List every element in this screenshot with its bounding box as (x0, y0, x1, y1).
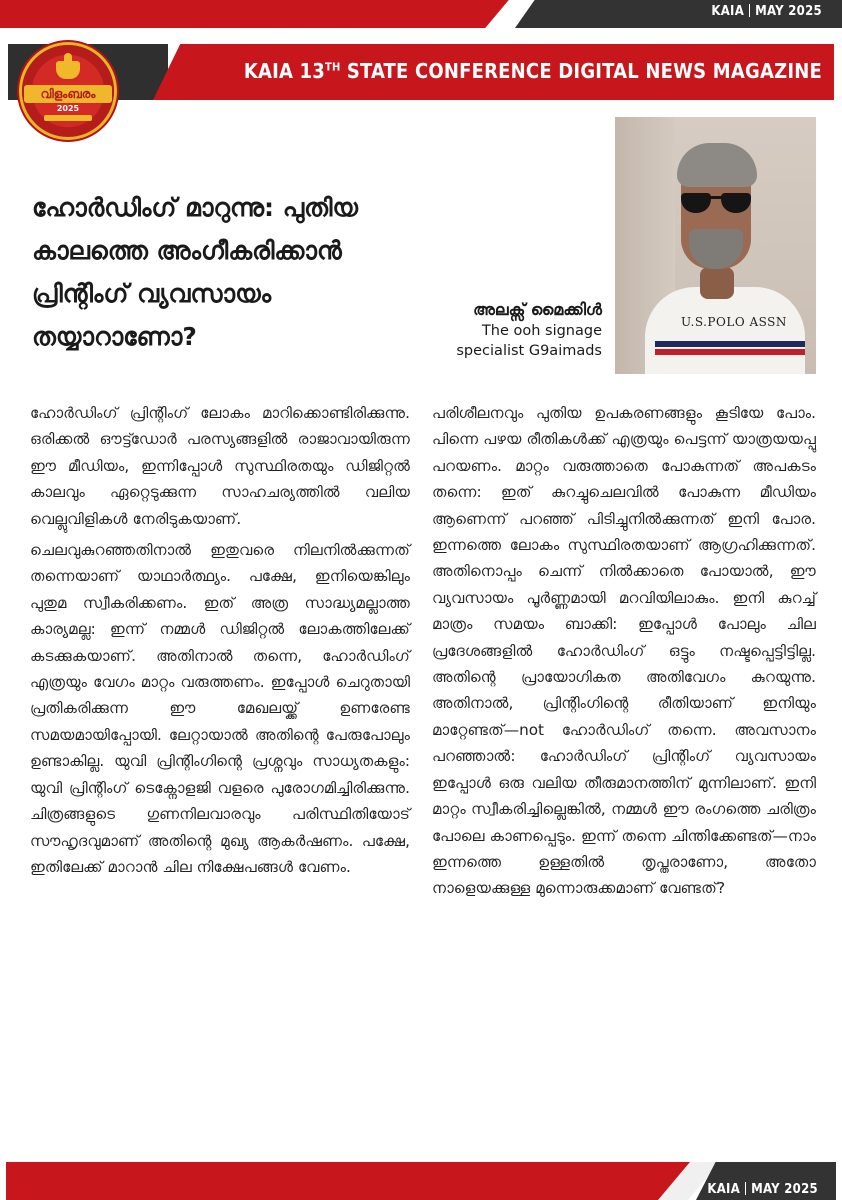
author-photo (615, 117, 816, 374)
article-column-right (432, 400, 816, 907)
title-rest: STATE CONFERENCE DIGITAL NEWS MAGAZINE (340, 59, 822, 83)
footer-red-band (6, 1162, 706, 1200)
author-role-line-1: The ooh signage (481, 323, 602, 339)
article-headline: ഹോർഡിംഗ് മാറുന്നു: പുതിയ കാലത്തെ അംഗീകരിക്കാൻ പ്രിന്റിംഗ് വ്യവസായം തയ്യാറാണോ? (32, 193, 358, 351)
issue-date: MAY 2025 (755, 4, 822, 19)
shirt-brand-text: U.S.POLO ASSN (681, 315, 787, 329)
article-column-left (30, 400, 410, 885)
top-issue-label (711, 4, 822, 19)
author-name: അലക്സ് മൈക്കിൾ (473, 300, 602, 319)
magazine-title (244, 59, 822, 83)
shirt-red-stripe (655, 349, 805, 355)
title-main: KAIA 13 (243, 59, 325, 83)
top-banner-strip (0, 0, 842, 28)
sunglasses-bridge (709, 196, 723, 199)
shirt-blue-stripe (655, 341, 805, 347)
footer-issue-separator (745, 1182, 746, 1195)
vilambaram-logo (22, 45, 114, 137)
footer-issue-org: KAIA (707, 1182, 741, 1197)
lamp-emblem-icon (56, 61, 80, 79)
footer-issue-label (707, 1182, 818, 1197)
article-paragraph: ചെലവുകുറഞ്ഞതിനാൽ ഇതുവരെ നിലനിൽക്കുന്നത് തന്നെയാണ് യാഥാർത്ഥ്യം. പക്ഷേ, ഇനിയെങ്കിലും പുതുമ സ്വീകരിക്കണം. ഇത് അത്ര സാദ്ധ്യമല്ലാത്ത കാര്യമല്ല: ഇന്ന് നമ്മൾ ഡിജിറ്റൽ ലോകത്തിലേക്ക് കടക്കുകയാണ്. അതിനാൽ തന്നെ, ഹോർഡിംഗ് എത്രയും വേഗം മാറ്റം വരുത്തണം. ഇപ്പോൾ ചെറുതായി പ്രതികരിക്കുന്ന ഈ മേഖലയ്ക്ക് ഉണരേണ്ട സമയമായിപ്പോയി. ലേറ്റായാൽ അതിന്റെ പേരുപോലും ഉണ്ടാകില്ല. യുവി പ്രിന്റിംഗിന്റെ പ്രശ്നവും സാധ്യതകളും: യുവി പ്രിന്റിംഗ് ടെക്നോളജി വളരെ പുരോഗമിച്ചിരിക്കുന്നു. ചിത്രങ്ങളുടെ ഗുണനിലവാരവും പരിസ്ഥിതിയോട് സൗഹൃദവുമാണ് അതിന്റെ മുഖ്യ ആകർഷണം. പക്ഷേ, ഇതിലേക്ക് മാറാൻ ചില നിക്ഷേപങ്ങൾ വേണം. (30, 541, 410, 876)
logo-base (44, 115, 92, 121)
photo-hair (677, 143, 757, 187)
issue-org: KAIA (711, 4, 745, 19)
article-paragraph: പരിശീലനവും പുതിയ ഉപകരണങ്ങളും കൂടിയേ പോം. പിന്നെ പഴയ രീതികൾക്ക് എത്രയും പെട്ടന്ന് യാത്രയയപ്പു പറയണം. മാറ്റം വരുത്താതെ പോകുന്നത് അപകടം തന്നെ: ഇത് കുറച്ചുചെലവിൽ പോകുന്ന മീഡിയം ആണെന്ന് പറഞ്ഞ് പിടിച്ചുനിൽക്കുന്നത് ഇനി പോര. ഇന്നത്തെ ലോകം സുസ്ഥിരതയാണ് ആഗ്രഹിക്കുന്നത്. അതിനൊപ്പം ചെന്ന് നിൽക്കാതെ പോയാൽ, ഈ വ്യവസായം പൂർണ്ണമായി മറവിയിലാകും. ഇനി കുറച്ച് മാത്രം സമയം ബാക്കി: ഇപ്പോൾ പോലും ചില പ്രദേശങ്ങളിൽ ഹോർഡിംഗ് ഒട്ടും നഷ്ടപ്പെട്ടിട്ടില്ല. അതിന്റെ പ്രായോഗികത അതിവേഗം കുറയുന്നു. അതിനാൽ, പ്രിന്റിംഗിന്റെ രീതിയാണ് ഇനിയും മാറ്റേണ്ടത്—not ഹോർഡിംഗ് തന്നെ. അവസാനം പറഞ്ഞാൽ: ഹോർഡിംഗ് പ്രിന്റിംഗ് വ്യവസായം ഇപ്പോൾ ഒരു വലിയ തീരുമാനത്തിന് മുന്നിലാണ്. ഇനി മാറ്റം സ്വീകരിച്ചില്ലെങ്കിൽ, നമ്മൾ ഈ രംഗത്തെ ചരിത്രം പോലെ കാണപ്പെടും. ഇന്ന് തന്നെ ചിന്തിക്കേണ്ടത്—നാം ഇന്നത്തെ ഉള്ളതിൽ തൃപ്തരാണോ, അതോ നാളെയക്കുള്ള മുന്നൊരുക്കമാണ് വേണ്ടത്? (432, 404, 816, 898)
photo-shirt (645, 287, 805, 374)
logo-year: 2025 (56, 104, 80, 113)
title-superscript: TH (325, 60, 341, 74)
article-paragraph: ഹോർഡിംഗ് പ്രിന്റിംഗ് ലോകം മാറിക്കൊണ്ടിരിക്കുന്നു. ഒരിക്കൽ ഔട്ട്ഡോർ പരസ്യങ്ങളിൽ രാജാവായിരുന്ന ഈ മീഡിയം, ഇന്നിപ്പോൾ സുസ്ഥിരതയും ഡിജിറ്റൽ കാലവും ഏറ്റെടുക്കുന്ന സാഹചര്യത്തിൽ വലിയ വെല്ലുവിളികൾ നേരിടുകയാണ്. (30, 404, 410, 528)
issue-separator (749, 4, 750, 17)
footer-issue-date: MAY 2025 (751, 1182, 818, 1197)
magazine-header (8, 44, 834, 100)
photo-neck (700, 267, 734, 299)
logo-name: വിളംബരം (40, 87, 96, 101)
top-red-band (0, 0, 520, 28)
author-role-line-2: specialist G9aimads (456, 343, 602, 359)
author-byline (456, 299, 602, 361)
footer-strip (6, 1162, 836, 1200)
